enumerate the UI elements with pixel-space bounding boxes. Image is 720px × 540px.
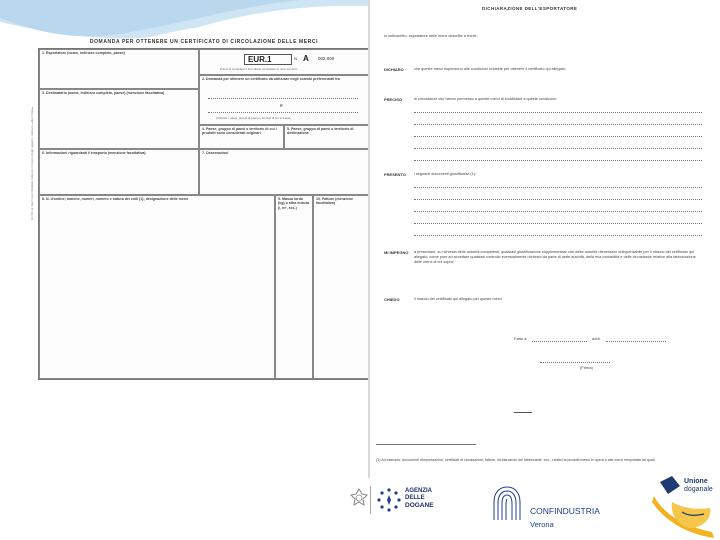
dichiaro-label: DICHIARO bbox=[384, 67, 404, 72]
box-goods-description-label: 8. N. d'ordine; marche, numeri, numero e natura dei colli (1); designazione delle merci bbox=[42, 197, 189, 201]
box-consignee bbox=[39, 89, 199, 149]
dotted-line bbox=[414, 223, 702, 224]
box-consignee-label: 3. Destinatario (nome, indirizzo completo, paese) (menzione facoltativa) bbox=[42, 91, 165, 95]
dogane-line3: DOGANE bbox=[405, 502, 434, 509]
fatto-a-label: Fatto a bbox=[514, 336, 527, 341]
box-goods-description bbox=[39, 195, 275, 379]
chiedo-label: CHIEDO bbox=[384, 297, 400, 302]
dotted-line bbox=[208, 98, 358, 99]
box2-subnote: (Indicare i paesi, gruppi di paesi o territori di cui si tratta) bbox=[216, 116, 291, 120]
box-destination-country bbox=[284, 125, 369, 149]
box-invoices bbox=[313, 195, 369, 379]
logo-divider bbox=[370, 486, 371, 514]
dotted-line bbox=[414, 124, 702, 125]
dogane-line2: DELLE bbox=[405, 495, 425, 501]
declaration-footnote: (1) Ad esempio: documenti d'importazione, certificati di circolazione, fatture, dichiarazioni del fabbricante, ecc., relativi ai prodotti messi in opera o alle merci riesportate tal quali. bbox=[376, 458, 656, 462]
eur1-application-form bbox=[38, 39, 370, 380]
preciso-label: PRECISO bbox=[384, 97, 403, 102]
eur-code: EUR.1 bbox=[248, 55, 272, 64]
presento-text: i seguenti documenti giustificativi (1): bbox=[414, 172, 477, 176]
mimpegno-label: MI IMPEGNO bbox=[384, 250, 409, 255]
dotted-line bbox=[414, 235, 702, 236]
box-exporter bbox=[39, 49, 199, 89]
italian-emblem-icon bbox=[350, 488, 368, 510]
signature-line bbox=[540, 362, 610, 363]
preciso-text: le circostanze che hanno permesso a queste merci di soddisfare a queste condizioni: bbox=[414, 97, 557, 101]
eur-header bbox=[199, 49, 369, 75]
box-transport-label: 6. Informazioni riguardanti il trasporto (menzione facoltativa) bbox=[42, 151, 146, 155]
dotted-line bbox=[414, 148, 702, 149]
box-exporter-label: 1. Esportatore (nome, indirizzo completo, paese) bbox=[42, 51, 125, 55]
eur-code-box bbox=[244, 54, 292, 65]
presento-label: PRESENTO bbox=[384, 172, 406, 177]
dotted-line bbox=[414, 136, 702, 137]
side-footnote: (1) Per le merci non imballate indicare il numero degli oggetti o indicare «alla rinfusa». bbox=[30, 105, 34, 220]
form-title: DOMANDA PER OTTENERE UN CERTIFICATO DI CIRCOLAZIONE DELLE MERCI bbox=[89, 39, 319, 45]
addi-label: addì bbox=[592, 336, 600, 341]
dotted-line bbox=[414, 160, 702, 161]
firma-label: (Firma) bbox=[580, 365, 593, 370]
mimpegno-text: a presentare, su richiesta delle autorità competenti, qualsiasi giustificazione supplementare che dette autorità ritenessero indispensabile per il rilascio del certificato qui allegato, come pure ad accettare qualsiasi controllo eventualmente richiesto da parte di dette autorità, della mia contabilità e delle circostanze relative alla fabbricazione delle merci di cui sopra; bbox=[414, 250, 696, 265]
dotted-line bbox=[414, 199, 702, 200]
box-origin-country-label: 4. Paese, gruppo di paesi o territorio di cui i prodotti sono considerati originari bbox=[202, 127, 277, 136]
box-preferential-trade bbox=[199, 75, 369, 125]
eur-n: N. bbox=[294, 56, 298, 61]
chiedo-text: il rilascio del certificato qui allegato per queste merci. bbox=[414, 297, 503, 301]
box-preferential-trade-label: 2. Domanda per ottenere un certificato da utilizzare negli scambi preferenziali tra bbox=[202, 77, 340, 81]
footnote-rule bbox=[376, 444, 476, 445]
dogane-line1: AGENZIA bbox=[405, 488, 432, 494]
dotted-line bbox=[208, 112, 358, 113]
exporter-declaration bbox=[372, 0, 720, 540]
eur-number: 002.000 bbox=[318, 56, 335, 61]
dotted-line bbox=[414, 211, 702, 212]
box-remarks bbox=[199, 149, 369, 195]
box-invoices-label: 10. Fatture (menzione facoltativa) bbox=[316, 197, 353, 206]
declaration-intro: Io sottoscritto, esportatore delle merci descritte a fronte, bbox=[384, 34, 478, 38]
logos-footer bbox=[348, 478, 720, 540]
confindustria-city: Verona bbox=[530, 520, 554, 529]
dotted-line bbox=[414, 112, 702, 113]
dichiaro-text: che queste merci rispondono alle condizioni richieste per ottenere il certificato qui allegato; bbox=[414, 67, 566, 71]
eur-series: A bbox=[303, 54, 309, 63]
box-transport bbox=[39, 149, 199, 195]
confindustria-text: CONFINDUSTRIA bbox=[530, 506, 600, 516]
box-gross-mass bbox=[275, 195, 313, 379]
unione-line1: Unione bbox=[684, 478, 708, 485]
short-rule bbox=[514, 412, 532, 413]
dogane-stars-icon bbox=[376, 487, 402, 513]
unione-logo-text bbox=[684, 478, 713, 494]
unione-line2: doganale bbox=[684, 486, 713, 493]
box-destination-country-label: 5. Paese, gruppo di paesi o territorio di destinazione bbox=[287, 127, 354, 136]
dotted-line bbox=[414, 187, 702, 188]
box-gross-mass-label: 9. Massa lorda (kg) o altra misura (l, m³, ecc.) bbox=[278, 197, 310, 210]
box2-and: e bbox=[280, 103, 283, 109]
dotted-line bbox=[532, 341, 587, 342]
page-separator bbox=[368, 0, 370, 540]
declaration-title: DICHIARAZIONE DELL'ESPORTATORE bbox=[482, 6, 578, 11]
dogane-logo-text bbox=[405, 488, 434, 509]
box-origin-country bbox=[199, 125, 284, 149]
dotted-line bbox=[606, 341, 666, 342]
eur-note: Prima di compilare il formulario consultare le note sul retro bbox=[220, 67, 298, 71]
confindustria-emblem-icon bbox=[490, 484, 524, 522]
box-remarks-label: 7. Osservazioni bbox=[202, 151, 229, 155]
